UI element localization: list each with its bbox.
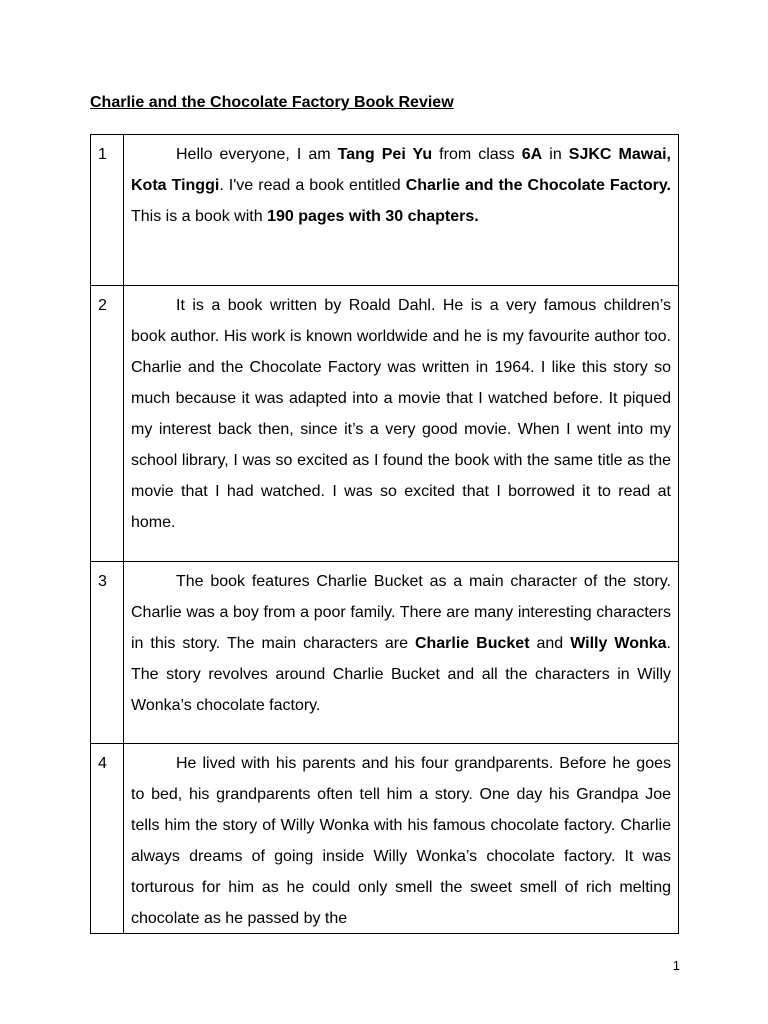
table-row (91, 286, 679, 562)
table-row (91, 562, 679, 744)
paragraph (131, 139, 671, 232)
row-number: 4 (91, 744, 124, 934)
text-run: in (542, 146, 569, 163)
text-run: Hello everyone, I am (176, 146, 338, 163)
book-title: Charlie and the Chocolate Factory. (405, 177, 671, 194)
table-row (91, 135, 679, 286)
book-length: 190 pages with 30 chapters. (267, 208, 479, 225)
text-run: The book features Charlie Bucket as a main character of the story. Charlie was a boy from a poor family. There are many interesting characters in this story. The main characters are (131, 573, 671, 652)
text-run: This is a book with (131, 208, 268, 225)
row-number: 3 (91, 562, 124, 744)
document-title: Charlie and the Chocolate Factory Book Review (90, 94, 454, 111)
paragraph (131, 566, 671, 721)
paragraph-clip (131, 748, 671, 933)
row-text (124, 562, 679, 744)
page-number: 1 (672, 958, 680, 973)
review-table (90, 134, 679, 934)
text-run: and (529, 635, 571, 652)
row-number: 1 (91, 135, 124, 286)
class-name: 6A (521, 146, 543, 163)
student-name: Tang Pei Yu (337, 146, 433, 163)
character-name: Charlie Bucket (414, 635, 530, 652)
character-name: Willy Wonka (570, 635, 667, 652)
row-text (124, 135, 679, 286)
row-text (124, 286, 679, 562)
row-text (124, 744, 679, 934)
school-name: SJKC Mawai, Kota Tinggi (131, 146, 671, 194)
text-run: . The story revolves around Charlie Bucket and all the characters in Willy Wonka’s chocolate factory. (131, 635, 671, 714)
paragraph: He lived with his parents and his four grandparents. Before he goes to bed, his grandparents often tell him a story. One day his Grandpa Joe tells him the story of Willy Wonka with his famous chocolate factory. Charlie always dreams of going inside Willy Wonka’s chocolate factory. It was torturous for him as he could only smell the sweet smell of rich melting chocolate as he passed by the (131, 755, 671, 927)
text-run: from class (432, 146, 522, 163)
text-run: . I've read a book entitled (219, 177, 406, 194)
paragraph: It is a book written by Roald Dahl. He is a very famous children’s book author. His work is known worldwide and he is my favourite author too. Charlie and the Chocolate Factory was written in 1964. I like this story so much because it was adapted into a movie that I watched before. It piqued my interest back then, since it’s a very good movie. When I went into my school library, I was so excited as I found the book with the same title as the movie that I had watched. I was so excited that I borrowed it to read at home. (131, 297, 671, 531)
table-row (91, 744, 679, 934)
row-number: 2 (91, 286, 124, 562)
